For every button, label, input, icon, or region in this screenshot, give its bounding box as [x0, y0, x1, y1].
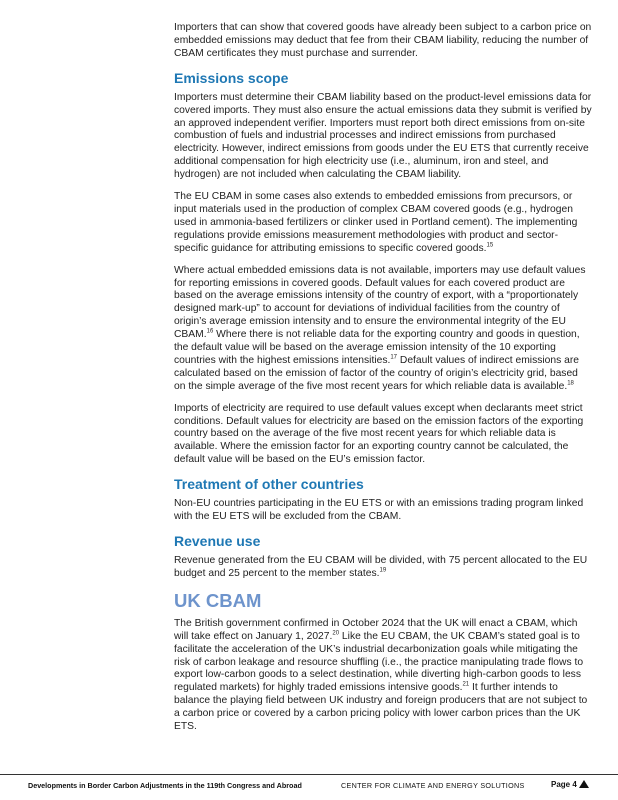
paragraph-cbam-liability: Importers must determine their CBAM liability based on the product-level emissions data for covered imports. They must also ensure the actual emissions data they submit is verified by an approved independent verifier. Importers must report both direct emissions from on-site combustion of fuels and industrial processes and indirect emissions from purchased electricity. However, indirect emissions from goods under the EU ETS that currently receive additional compensation for high electricity use (i.e., aluminum, iron and steel, and hydrogen) are not included when calculating the CBAM liability.: [174, 91, 592, 181]
paragraph-non-eu-countries: Non-EU countries participating in the EU ETS or with an emissions trading program linked with the EU ETS will be excluded from the CBAM.: [174, 498, 584, 523]
heading-uk-cbam: UK CBAM: [174, 589, 262, 611]
page-footer: [0, 779, 618, 793]
footer-report-title: Developments in Border Carbon Adjustments in the 119th Congress and Abroad: [28, 781, 302, 790]
footer-organization: CENTER FOR CLIMATE AND ENERGY SOLUTIONS: [341, 781, 525, 790]
footer-divider: [0, 774, 618, 775]
footnote-ref[interactable]: 21: [462, 681, 470, 688]
paragraph-precursors: The EU CBAM in some cases also extends to embedded emissions from precursors, or input materials used in the production of complex CBAM covered goods (e.g., hydrogen used in ammonia-based fertilizers or clinker used in Portland cement). The implementing regulations provide emissions measurement methodologies with product and sector-specific guidance for attributing emissions to specific covered goods.$^{15}$: [174, 191, 578, 254]
footnote-ref[interactable]: 17: [390, 354, 398, 361]
heading-revenue-use: Revenue use: [174, 533, 261, 549]
paragraph-uk-cbam: The British government confirmed in October 2024 that the UK will enact a CBAM, which will take effect on January 1, 2027.20 Like the EU CBAM, the UK CBAM’s stated goal is to facilitate the acceleration of the UK’s industrial decarbonization goals while mitigating the risk of carbon leakage and resource shuffling (i.e., the practice manipulating trade flows to export low-carbon goods to a select destination, while diverting high-carbon goods to less regulated markets) for highly traded emissions intensive goods.$^{21}$ It further intends to balance the playing field between UK industry and foreign producers that are not subject to a carbon price or covered by a carbon pricing policy with lower carbon prices than the UK ETS.: [174, 617, 588, 733]
footnote-ref[interactable]: 18: [567, 380, 574, 387]
heading-treatment-of-other-countries: Treatment of other countries: [174, 476, 364, 493]
page-number: Page 4: [551, 780, 577, 789]
paragraph-revenue: Revenue generated from the EU CBAM will be divided, with 75 percent allocated to the EU budget and 25 percent to the member states.$^{19}$: [174, 555, 588, 579]
footnote-ref[interactable]: 15: [486, 242, 494, 249]
document-body: [174, 22, 592, 743]
footnote-ref[interactable]: 16: [206, 328, 214, 335]
paragraph-default-values: Where actual embedded emissions data is not available, importers may use default values for reporting emissions in covered goods. Default values for each covered product are based on the average emissions intensity of the country of export, with a “proportionately designed mark-up” to account for deviations of individual facilities from the country of origin’s average emission intensity and to ensure the environmental integrity of the EU CBAM.$^{16}$ Where there is not reliable data for the exporting country and goods in question, the default value will be based on the average emission intensity of the 10 exporting countries with the highest emissions intensities.$^{17}$ Default values of indirect emissions are calculated based on the emission of factor of the country of origin’s electricity grid, based on the simple average of the five most recent years for which reliable data is available.$^{18}$: [174, 264, 586, 392]
paragraph-carbon-price-deduction: Importers that can show that covered goods have already been subject to a carbon price on embedded emissions may deduct that fee from their CBAM liability, reducing the number of CBAM certificates they must purchase and surrender.: [174, 22, 592, 59]
back-to-top-triangle-icon[interactable]: [579, 780, 589, 788]
footnote-ref[interactable]: 19: [379, 567, 387, 574]
paragraph-electricity-imports: Imports of electricity are required to use default values except when declarants meet strict conditions. Default values for electricity are based on the emission factors of the exporting country based on the average of the five most recent years for which reliable data is available. Where the emission factor for an exporting country cannot be calculated, the default value will be based on the EU’s emission factor.: [174, 402, 584, 466]
footnote-ref[interactable]: 20: [332, 630, 340, 637]
heading-emissions-scope: Emissions scope: [174, 69, 289, 86]
